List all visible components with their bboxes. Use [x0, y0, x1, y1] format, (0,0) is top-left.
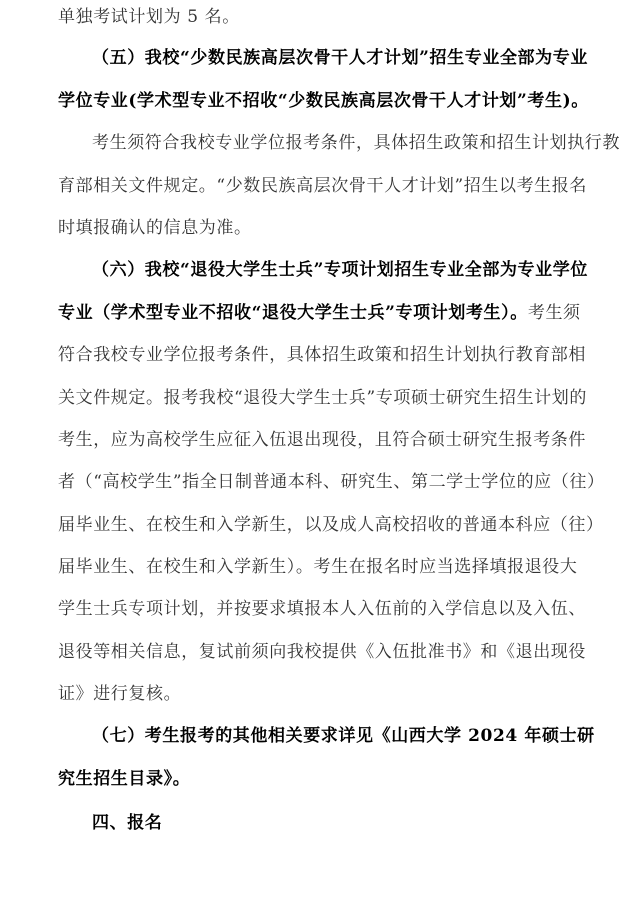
item6-heading-line2-wrap — [58, 302, 581, 324]
item6-heading-line1: （六）我校“退役大学生士兵”专项计划招生专业全部为专业学位 — [92, 260, 588, 280]
top-line: 单独考试计划为 5 名。 — [58, 7, 240, 27]
item6-heading-line2-tail: 考生须 — [527, 303, 581, 323]
item7-heading-line2: 究生招生目录》。 — [58, 769, 191, 789]
item7-heading-line1: （七）考生报考的其他相关要求详见《山西大学 2024 年硕士研 — [92, 726, 595, 746]
item5-body-line3: 时填报确认的信息为准。 — [58, 218, 252, 238]
item6-body-line6: 届毕业生、在校生和入学新生）。考生在报名时应当选择填报退役大 — [58, 557, 578, 577]
item5-heading-line1: （五）我校“少数民族高层次骨干人才计划”招生专业全部为专业 — [92, 48, 588, 68]
item6-heading-line2: 专业（学术型专业不招收“退役大学生士兵”专项计划考生）。 — [58, 303, 528, 323]
item6-body-line2: 关文件规定。报考我校“退役大学生士兵”专项硕士研究生招生计划的 — [58, 388, 587, 408]
item5-body-line2: 育部相关文件规定。“少数民族高层次骨干人才计划”招生以考生报名 — [58, 176, 587, 196]
item6-body-line7: 学生士兵专项计划，并按要求填报本人入伍前的入学信息以及入伍、 — [58, 599, 586, 619]
item6-body-line8: 退役等相关信息，复试前须向我校提供《入伍批准书》和《退出现役 — [58, 642, 586, 662]
item6-body-line9: 证》进行复核。 — [58, 684, 182, 704]
item5-body-line1: 考生须符合我校专业学位报考条件，具体招生政策和招生计划执行教 — [92, 133, 620, 153]
item6-body-line3: 考生，应为高校学生应征入伍退出现役，且符合硕士研究生报考条件 — [58, 430, 586, 450]
item6-body-line5: 届毕业生、在校生和入学新生，以及成人高校招收的普通本科应（往） — [58, 515, 604, 535]
section4-title: 四、报名 — [92, 813, 163, 833]
item5-heading-line2: 学位专业(学术型专业不招收“少数民族高层次骨干人才计划”考生)。 — [58, 91, 589, 111]
item6-body-line4: 者（“高校学生”指全日制普通本科、研究生、第二学士学位的应（往） — [58, 472, 605, 492]
item6-body-line1: 符合我校专业学位报考条件，具体招生政策和招生计划执行教育部相 — [58, 345, 586, 365]
